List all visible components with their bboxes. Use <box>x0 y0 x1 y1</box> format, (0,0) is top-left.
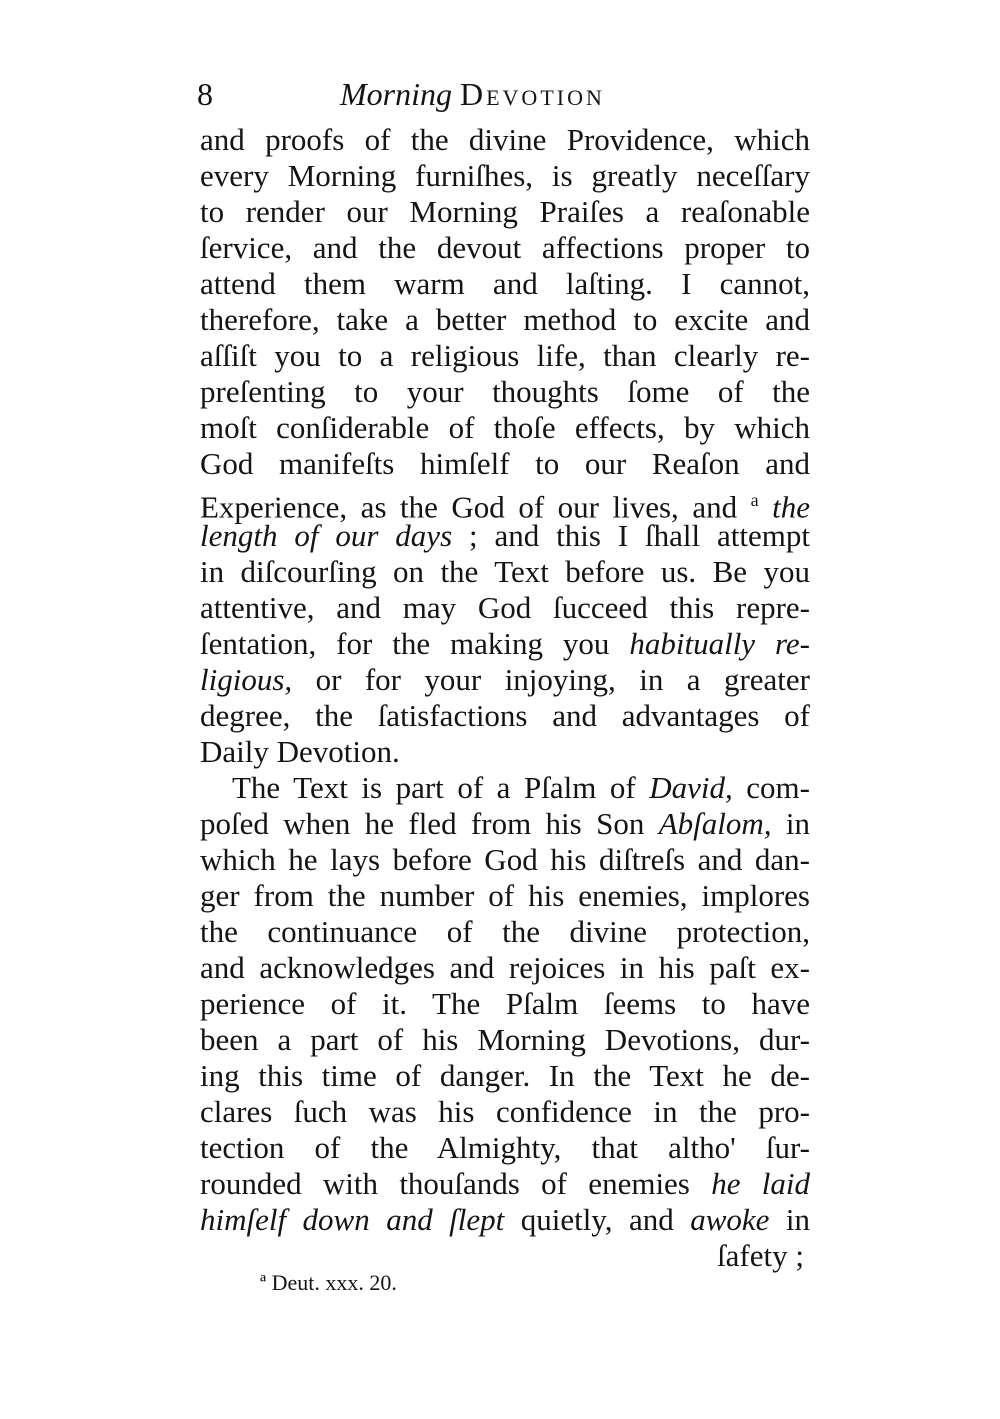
text-line: in diſcourſing on the Text before us. Be you <box>200 554 810 589</box>
text-line: attentive, and may God ſucceed this repre- <box>200 590 810 625</box>
text-line: aſſiſt you to a religious life, than clearly re- <box>200 338 810 373</box>
text-line <box>200 1166 810 1202</box>
text-line: and proofs of the divine Providence, which <box>200 122 810 157</box>
italic-run: ligious, <box>200 662 293 697</box>
italic-run: David, <box>649 770 733 805</box>
text-line <box>200 770 810 806</box>
text-line <box>200 482 811 525</box>
text-line: preſenting to your thoughts ſome of the <box>200 374 810 409</box>
text-line: the continuance of the divine protection, <box>200 914 810 949</box>
text-run: rounded with thouſands of enemies <box>200 1166 712 1201</box>
italic-run: the <box>772 489 811 525</box>
text-run: in <box>769 1202 810 1237</box>
text-run: in <box>771 806 810 841</box>
italic-run: himſelf down and ſlept <box>200 1202 505 1237</box>
text-line: God manifeſts himſelf to our Reaſon and <box>200 446 810 481</box>
text-line: been a part of his Morning Devotions, dur- <box>200 1022 810 1057</box>
text-line: clares ſuch was his confidence in the pro- <box>200 1094 810 1129</box>
text-line: attend them warm and laſting. I cannot, <box>200 266 810 301</box>
text-line <box>200 518 810 554</box>
italic-run: he laid <box>711 1166 810 1201</box>
text-line: therefore, take a better method to excite and <box>200 302 810 337</box>
running-title-italic: Morning <box>340 76 452 112</box>
text-line: ger from the number of his enemies, implores <box>200 878 810 913</box>
text-line: Daily Devotion. <box>200 734 400 769</box>
running-head <box>197 72 817 116</box>
text-line <box>200 1202 810 1238</box>
running-title-caps: Devotion <box>460 76 605 112</box>
footnote: ª Deut. xxx. 20. <box>260 1270 397 1295</box>
italic-run: length of our days <box>200 518 453 553</box>
text-line: tection of the Almighty, that altho' ſur- <box>200 1130 810 1165</box>
text-run: quietly, and <box>504 1202 691 1237</box>
text-line: perience of it. The Pſalm ſeems to have <box>200 986 810 1021</box>
text-line: which he lays before God his diſtreſs and dan- <box>200 842 810 877</box>
text-line <box>200 662 810 698</box>
italic-run: Abſalom, <box>658 806 772 841</box>
text-run: ; and this I ſhall attempt <box>452 518 810 553</box>
text-line: ing this time of danger. In the Text he de- <box>200 1058 810 1093</box>
italic-run: awoke <box>690 1202 770 1237</box>
text-line: to render our Morning Praiſes a reaſonable <box>200 194 810 229</box>
text-line <box>200 626 810 662</box>
catchword: ſafety ; <box>717 1238 804 1273</box>
text-run: Experience, as the God of our lives, and <box>200 489 751 525</box>
body-text <box>200 122 810 1274</box>
page-number: 8 <box>197 76 213 112</box>
footnote-marker: a <box>750 490 759 510</box>
text-run: or for your injoying, in a greater <box>292 662 810 697</box>
text-line: and acknowledges and rejoices in his paſt ex- <box>200 950 810 985</box>
italic-run: habitually re- <box>629 626 810 661</box>
text-run: ſentation, for the making you <box>200 626 630 661</box>
text-line: degree, the ſatisfactions and advantages of <box>200 698 810 733</box>
text-line: moſt conſiderable of thoſe effects, by which <box>200 410 810 445</box>
text-run: poſed when he fled from his Son <box>200 806 659 841</box>
text-line <box>200 806 810 842</box>
text-run: The Text is part of a Pſalm of <box>232 770 650 805</box>
paragraph-2 <box>200 770 810 1238</box>
running-title <box>340 72 605 116</box>
paragraph-1 <box>200 122 810 770</box>
text-run: com- <box>732 770 810 805</box>
text-line: ſervice, and the devout affections proper to <box>200 230 810 265</box>
text-line: every Morning furniſhes, is greatly neceſſary <box>200 158 810 193</box>
